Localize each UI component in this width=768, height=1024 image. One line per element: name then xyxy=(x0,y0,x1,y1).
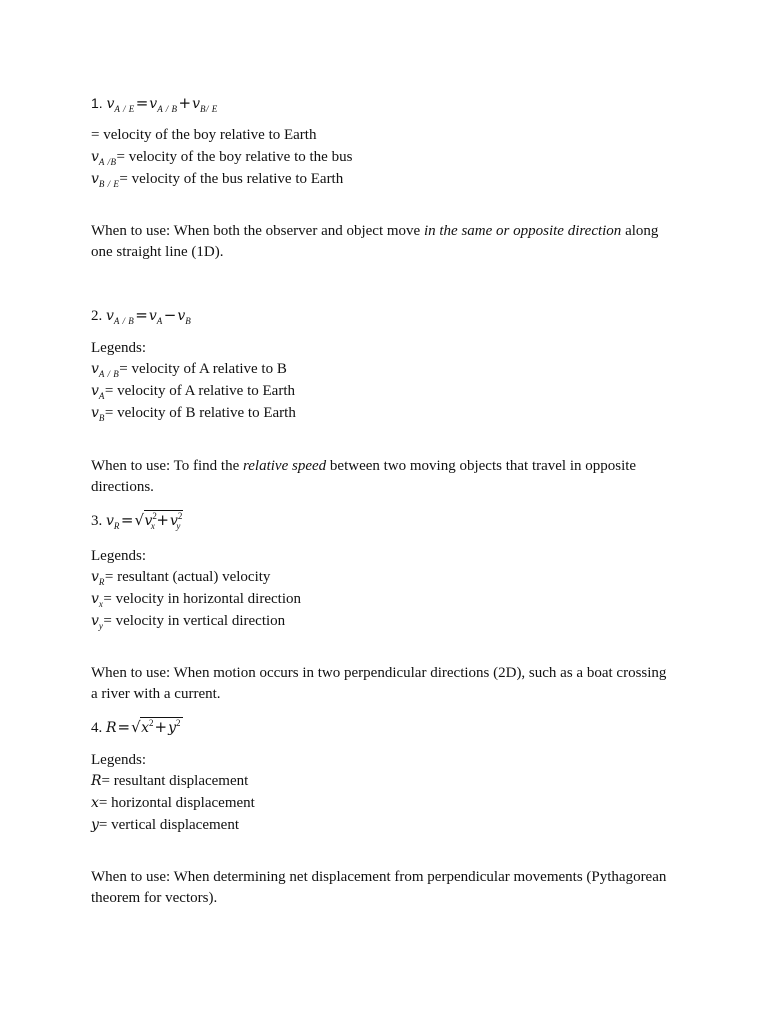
radical-sign-icon: √ xyxy=(134,511,145,529)
formula-number: 3. xyxy=(91,513,103,529)
formula-subscript: R xyxy=(113,521,120,531)
radicand xyxy=(144,510,183,531)
formula-number: 1. xyxy=(91,95,103,111)
legend-line xyxy=(91,168,343,191)
legend-text: = velocity of the bus relative to Earth xyxy=(119,171,344,187)
legend-variable: v xyxy=(91,149,99,165)
legend-subscript: y xyxy=(98,621,104,631)
when-to-use-4 xyxy=(91,867,676,909)
formula-variable: v xyxy=(192,96,201,112)
legend-text: = velocity of B relative to Earth xyxy=(104,405,296,421)
legend-variable: v xyxy=(91,171,99,187)
formula-variable: v xyxy=(144,513,153,529)
formula-3 xyxy=(91,509,183,533)
when-to-use-2 xyxy=(91,456,676,498)
formula-superscript: 2 xyxy=(152,511,157,521)
legend-subscript: B xyxy=(98,413,105,423)
legend-subscript: A xyxy=(98,391,105,401)
formula-2 xyxy=(91,304,191,328)
minus-sign: − xyxy=(163,306,177,324)
legend-text: = velocity in horizontal direction xyxy=(103,591,301,607)
legend-variable: y xyxy=(91,817,99,833)
square-root xyxy=(135,510,183,532)
legend-line xyxy=(91,588,301,611)
equals-sign: = xyxy=(135,94,149,112)
formula-subscript: B xyxy=(185,316,192,326)
when-to-use-3 xyxy=(91,663,676,705)
square-root xyxy=(131,717,182,739)
legend-subscript: A / B xyxy=(98,369,120,379)
radicand xyxy=(140,717,182,738)
formula-superscript: 2 xyxy=(149,718,154,728)
legend-line xyxy=(91,814,239,836)
legend-variable: v xyxy=(91,383,99,399)
legend-line xyxy=(91,792,255,814)
formula-variable: x xyxy=(141,720,150,736)
formula-variable: v xyxy=(177,308,186,324)
plus-sign: + xyxy=(178,94,192,112)
when-to-use-text: When to use: When determining net displacement from perpendicular movements (Pythagorean theorem for vectors). xyxy=(91,869,667,906)
when-to-use-text: When to use: When both the observer and object move xyxy=(91,223,424,239)
formula-variable: v xyxy=(148,308,157,324)
when-to-use-text: When to use: To find the xyxy=(91,458,243,474)
legend-subscript: R xyxy=(98,577,105,587)
legend-line xyxy=(91,770,248,792)
legend-line xyxy=(91,402,296,425)
legend-text: = vertical displacement xyxy=(98,817,239,833)
plus-sign: + xyxy=(154,718,168,736)
formula-subscript: A xyxy=(156,316,163,326)
radical-sign-icon: √ xyxy=(131,718,141,736)
formula-number: 2. xyxy=(91,308,103,324)
legend-text: = velocity of A relative to Earth xyxy=(104,383,295,399)
emphasis-text: in the same or opposite direction xyxy=(423,223,622,239)
legend-variable: v xyxy=(91,613,99,629)
legends-title: Legends: xyxy=(91,548,146,564)
formula-subscript: B/ E xyxy=(200,104,218,114)
formula-number: 4. xyxy=(91,720,103,736)
legend-variable: v xyxy=(91,591,99,607)
when-to-use-1 xyxy=(91,221,676,263)
emphasis-text: relative speed xyxy=(242,458,327,474)
legend-text: = resultant displacement xyxy=(101,773,249,789)
formula-variable: v xyxy=(106,308,114,324)
formula-subscript: A / E xyxy=(114,104,135,114)
legend-line xyxy=(91,358,287,381)
legend-text: = velocity of the boy relative to the bus xyxy=(116,149,353,165)
legend-subscript: A /B xyxy=(98,157,117,167)
formula-variable: v xyxy=(149,96,158,112)
formula-variable: y xyxy=(168,720,177,736)
formula-variable: v xyxy=(106,96,115,112)
formula-4 xyxy=(91,716,183,739)
legend-text: = velocity in vertical direction xyxy=(103,613,286,629)
legend-text: = velocity of the boy relative to Earth xyxy=(91,127,317,143)
formula-subscript: A / B xyxy=(157,104,178,114)
equals-sign: = xyxy=(135,306,148,324)
legend-line xyxy=(91,380,295,403)
plus-sign: + xyxy=(156,511,169,529)
legend-variable: v xyxy=(91,405,99,421)
when-to-use-text: between two moving objects that travel in opposite directions. xyxy=(91,458,637,495)
legend-subscript: x xyxy=(98,599,104,609)
legend-text: = resultant (actual) velocity xyxy=(104,569,271,585)
legends-title: Legends: xyxy=(91,340,146,356)
legend-variable: v xyxy=(91,569,99,585)
legend-subscript: B / E xyxy=(98,179,120,189)
legend-line xyxy=(91,610,285,633)
formula-variable: v xyxy=(106,513,114,529)
legend-variable: R xyxy=(91,773,102,789)
when-to-use-text: When to use: When motion occurs in two perpendicular directions (2D), such as a boat crossing a river with a current. xyxy=(91,665,667,702)
formula-subscript: A / B xyxy=(113,316,135,326)
when-to-use-text: along one straight line (1D). xyxy=(91,223,659,260)
formula-variable: v xyxy=(170,513,178,529)
formula-subscript: y xyxy=(176,521,181,531)
legend-text: = horizontal displacement xyxy=(98,795,255,811)
legend-line xyxy=(91,124,316,146)
legend-text: = velocity of A relative to B xyxy=(119,361,287,377)
formula-variable: R xyxy=(106,720,117,736)
legend-line xyxy=(91,146,352,169)
formula-superscript: 2 xyxy=(176,718,181,728)
legend-variable: v xyxy=(91,361,99,377)
formula-superscript: 2 xyxy=(177,511,183,521)
legend-variable: x xyxy=(91,795,99,811)
equals-sign: = xyxy=(117,718,131,736)
legend-line xyxy=(91,566,270,589)
legends-title: Legends: xyxy=(91,752,146,768)
formula-subscript: x xyxy=(150,521,156,531)
formula-1 xyxy=(91,92,218,116)
equals-sign: = xyxy=(120,511,134,529)
